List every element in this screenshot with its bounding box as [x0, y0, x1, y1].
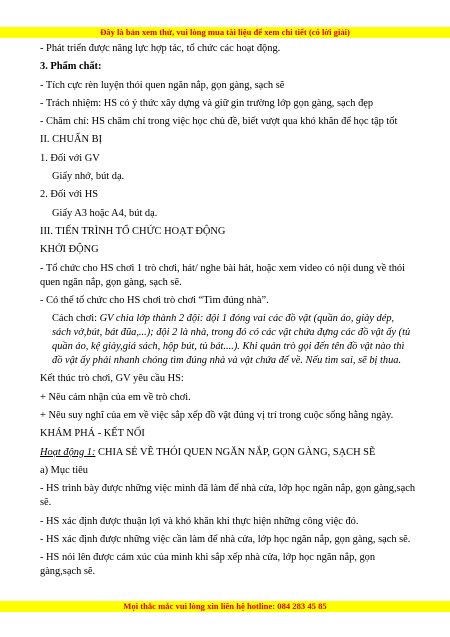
text-line: - HS trình bày được những việc mình đã làm để nhà cửa, lớp học ngăn nắp, gọn gàng,sạch sẽ.	[40, 483, 416, 509]
text-line: - Tích cực rèn luyện thói quen ngăn nắp, gọn gàng, sạch sẽ	[40, 79, 285, 91]
text-line: Kết thúc trò chơi, GV yêu cầu HS:	[40, 373, 184, 385]
subsection-heading: 1. Đối với GV	[40, 152, 100, 164]
text-line: - HS xác định được thuận lợi và khó khăn khi thực hiện những công việc đó.	[40, 515, 359, 527]
text-line: - Phát triển được năng lực hợp tác, tổ chức các hoạt động.	[40, 43, 281, 54]
subsection-heading: 2. Đối với HS	[40, 189, 99, 201]
text-line: - Chăm chỉ: HS chăm chỉ trong việc học chủ đề, biết vượt qua khó khăn để học tập tốt	[40, 116, 398, 128]
game-rules	[40, 312, 415, 368]
preview-banner: Đây là bản xem thử, vui lòng mua tài liệu để xem chi tiết (có lời giải)	[0, 27, 450, 38]
document-body	[40, 42, 415, 583]
text-line: + Nêu cảm nhận của em về trò chơi.	[40, 391, 191, 403]
text-line: Giấy A3 hoặc A4, bút dạ.	[52, 207, 158, 219]
subsection-heading: a) Mục tiêu	[40, 464, 88, 476]
activity-label: Hoạt động 1:	[40, 446, 96, 458]
section-heading: KHÁM PHÁ - KẾT NỐI	[40, 428, 145, 440]
text-line: Giấy nhớ, bút dạ.	[52, 171, 125, 183]
text-line: - HS xác định được những việc cần làm để nhà cửa, lớp học ngăn nắp, gọn gàng, sạch sẽ.	[40, 533, 411, 545]
game-rules-lead: Cách chơi:	[52, 313, 100, 325]
text-line: + Nêu suy nghĩ của em về việc sắp xếp đồ vật đúng vị trí trong cuộc sống hằng ngày.	[40, 410, 394, 422]
text-line: - Tổ chức cho HS chơi 1 trò chơi, hát/ nghe bài hát, hoặc xem video có nội dung về thói quen ngăn nắp, gọn gàng, sạch sẽ.	[40, 262, 406, 288]
hotline-banner: Mọi thắc mắc vui lòng xin liên hệ hotline: 084 283 45 85	[0, 601, 450, 612]
text-line: - Có thể tổ chức cho HS chơi trò chơi “Tìm đúng nhà”.	[40, 294, 269, 306]
section-heading: II. CHUẨN BỊ	[40, 134, 103, 146]
text-line: - HS nói lên được cảm xúc của mình khi sắp xếp nhà cửa, lớp học ngăn nắp, gọn gàng,sạch sẽ.	[40, 552, 376, 578]
text-line: - Trách nhiệm: HS có ý thức xây dựng và giữ gìn trường lớp gọn gàng, sạch đẹp	[40, 97, 374, 109]
section-heading: KHỞI ĐỘNG	[40, 244, 99, 256]
activity-heading	[40, 446, 415, 460]
section-heading: III. TIẾN TRÌNH TỔ CHỨC HOẠT ĐỘNG	[40, 225, 226, 237]
game-rules-text: GV chia lớp thành 2 đội: đội 1 đóng vai các đồ vật (quần áo, giày dép, sách vở,bút, bát đũa,...); đội 2 là nhà, trong đó có các vật chứa đựng các đồ vật ấy (tủ quần áo, kệ giày,giá sách, hộp bút, tủ bát....). Khi quản trò gọi đến tên đồ vật nào thì đồ vật ấy phải nhanh chóng tìm đúng nhà và vật chứa để về. Nếu tìm sai, sẽ bị thua.	[52, 313, 411, 367]
section-heading: 3. Phẩm chất:	[40, 61, 102, 73]
activity-title: CHIA SẺ VỀ THÓI QUEN NGĂN NẮP, GỌN GÀNG, SẠCH SẼ	[95, 446, 376, 458]
